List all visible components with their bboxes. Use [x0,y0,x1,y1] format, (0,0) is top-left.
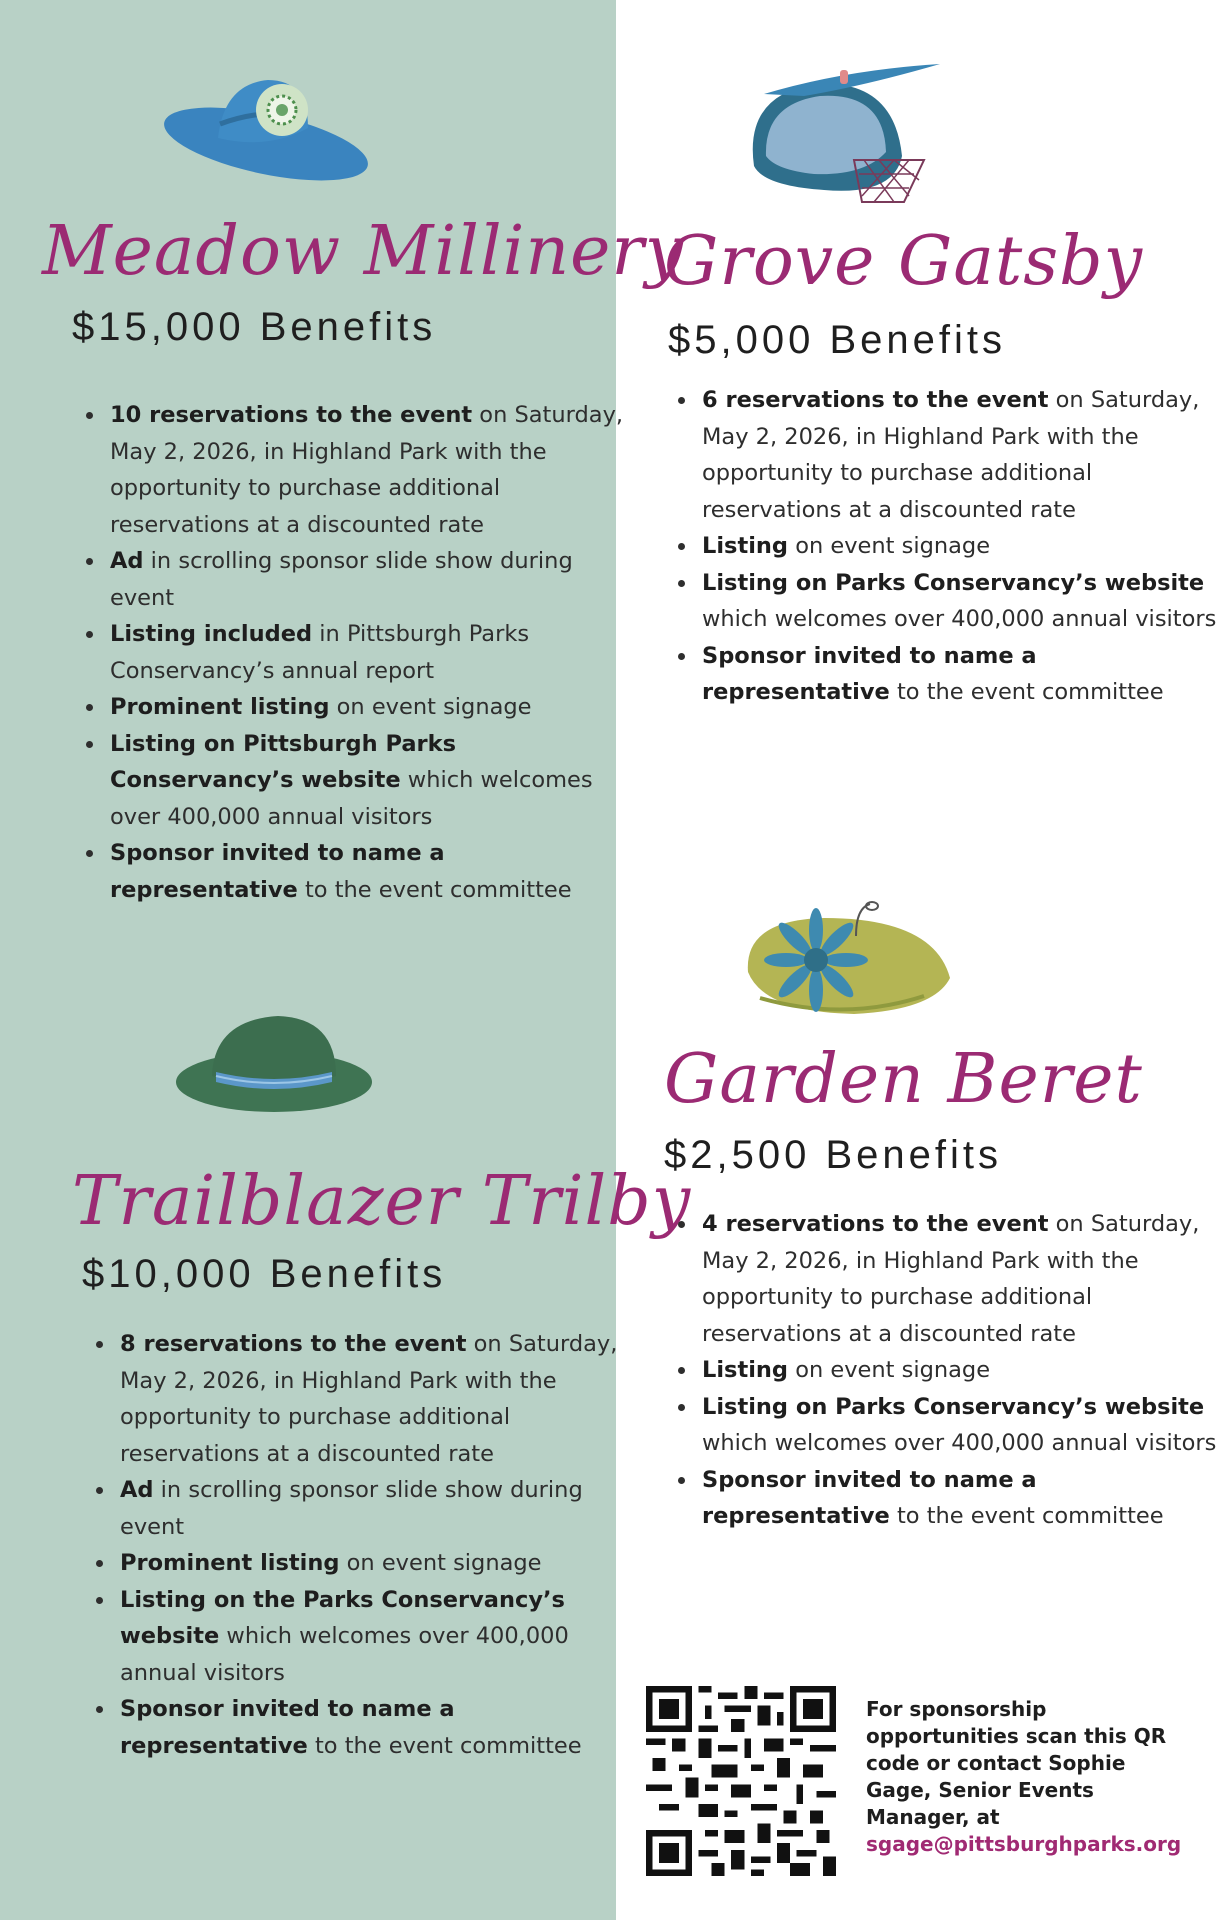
benefit-item: • Ad in scrolling sponsor slide show during event [106,543,626,616]
tier-title-meadow-millinery: Meadow Millinery [42,212,685,291]
benefit-item: • Sponsor invited to name a representative to the event committee [116,1691,626,1764]
contact-email-link[interactable]: sgage@pittsburghparks.org [866,1832,1182,1856]
benefit-item: • 4 reservations to the event on Saturday, May 2, 2026, in Highland Park with the opportunity to purchase additional reservations at a discounted rate [698,1206,1222,1352]
trilby-hat-icon [174,1012,374,1120]
benefits-list-garden-beret [668,1206,1222,1535]
tier-price-garden-beret: $2,500 Benefits [664,1133,1002,1177]
benefits-list-trailblazer-trilby [86,1326,626,1764]
wide-brim-flower-hat-icon [158,66,368,192]
benefit-item: • Listing on event signage [698,1352,1222,1389]
benefit-item: • Sponsor invited to name a representative to the event committee [106,835,626,908]
benefit-item: • 6 reservations to the event on Saturday, May 2, 2026, in Highland Park with the opportunity to purchase additional reservations at a discounted rate [698,382,1218,528]
contact-text: For sponsorship opportunities scan this QR code or contact Sophie Gage, Senior Events Manager, at [866,1697,1167,1829]
tier-price-trailblazer-trilby: $10,000 Benefits [82,1252,447,1296]
benefit-item: • 8 reservations to the event on Saturday, May 2, 2026, in Highland Park with the opportunity to purchase additional reservations at a discounted rate [116,1326,626,1472]
benefits-list-grove-gatsby [668,382,1218,711]
benefit-item: • Sponsor invited to name a representative to the event committee [698,638,1218,711]
benefit-item: • 10 reservations to the event on Saturday, May 2, 2026, in Highland Park with the opportunity to purchase additional reservations at a discounted rate [106,397,626,543]
tier-title-trailblazer-trilby: Trailblazer Trilby [72,1162,692,1241]
tier-price-meadow-millinery: $15,000 Benefits [72,305,437,349]
benefit-item: • Listing on event signage [698,528,1218,565]
beret-with-flower-icon [744,900,954,1024]
benefits-list-meadow-millinery [76,397,626,908]
cap-with-veil-icon [744,56,944,204]
contact-info [866,1696,1196,1858]
benefit-item: • Prominent listing on event signage [106,689,626,726]
benefit-item: • Listing on the Parks Conservancy’s website which welcomes over 400,000 annual visitors [116,1582,626,1692]
benefit-item: • Listing included in Pittsburgh Parks Conservancy’s annual report [106,616,626,689]
benefit-item: • Listing on Pittsburgh Parks Conservancy’s website which welcomes over 400,000 annual visitors [106,726,626,836]
qr-code-icon [646,1686,836,1876]
benefit-item: • Ad in scrolling sponsor slide show during event [116,1472,626,1545]
benefit-item: • Prominent listing on event signage [116,1545,626,1582]
benefit-item: • Sponsor invited to name a representative to the event committee [698,1462,1222,1535]
tier-title-grove-gatsby: Grove Gatsby [664,222,1144,301]
tier-price-grove-gatsby: $5,000 Benefits [668,318,1006,362]
benefit-item: • Listing on Parks Conservancy’s website which welcomes over 400,000 annual visitors [698,565,1218,638]
tier-title-garden-beret: Garden Beret [664,1040,1143,1119]
benefit-item: • Listing on Parks Conservancy’s website which welcomes over 400,000 annual visitors [698,1389,1222,1462]
